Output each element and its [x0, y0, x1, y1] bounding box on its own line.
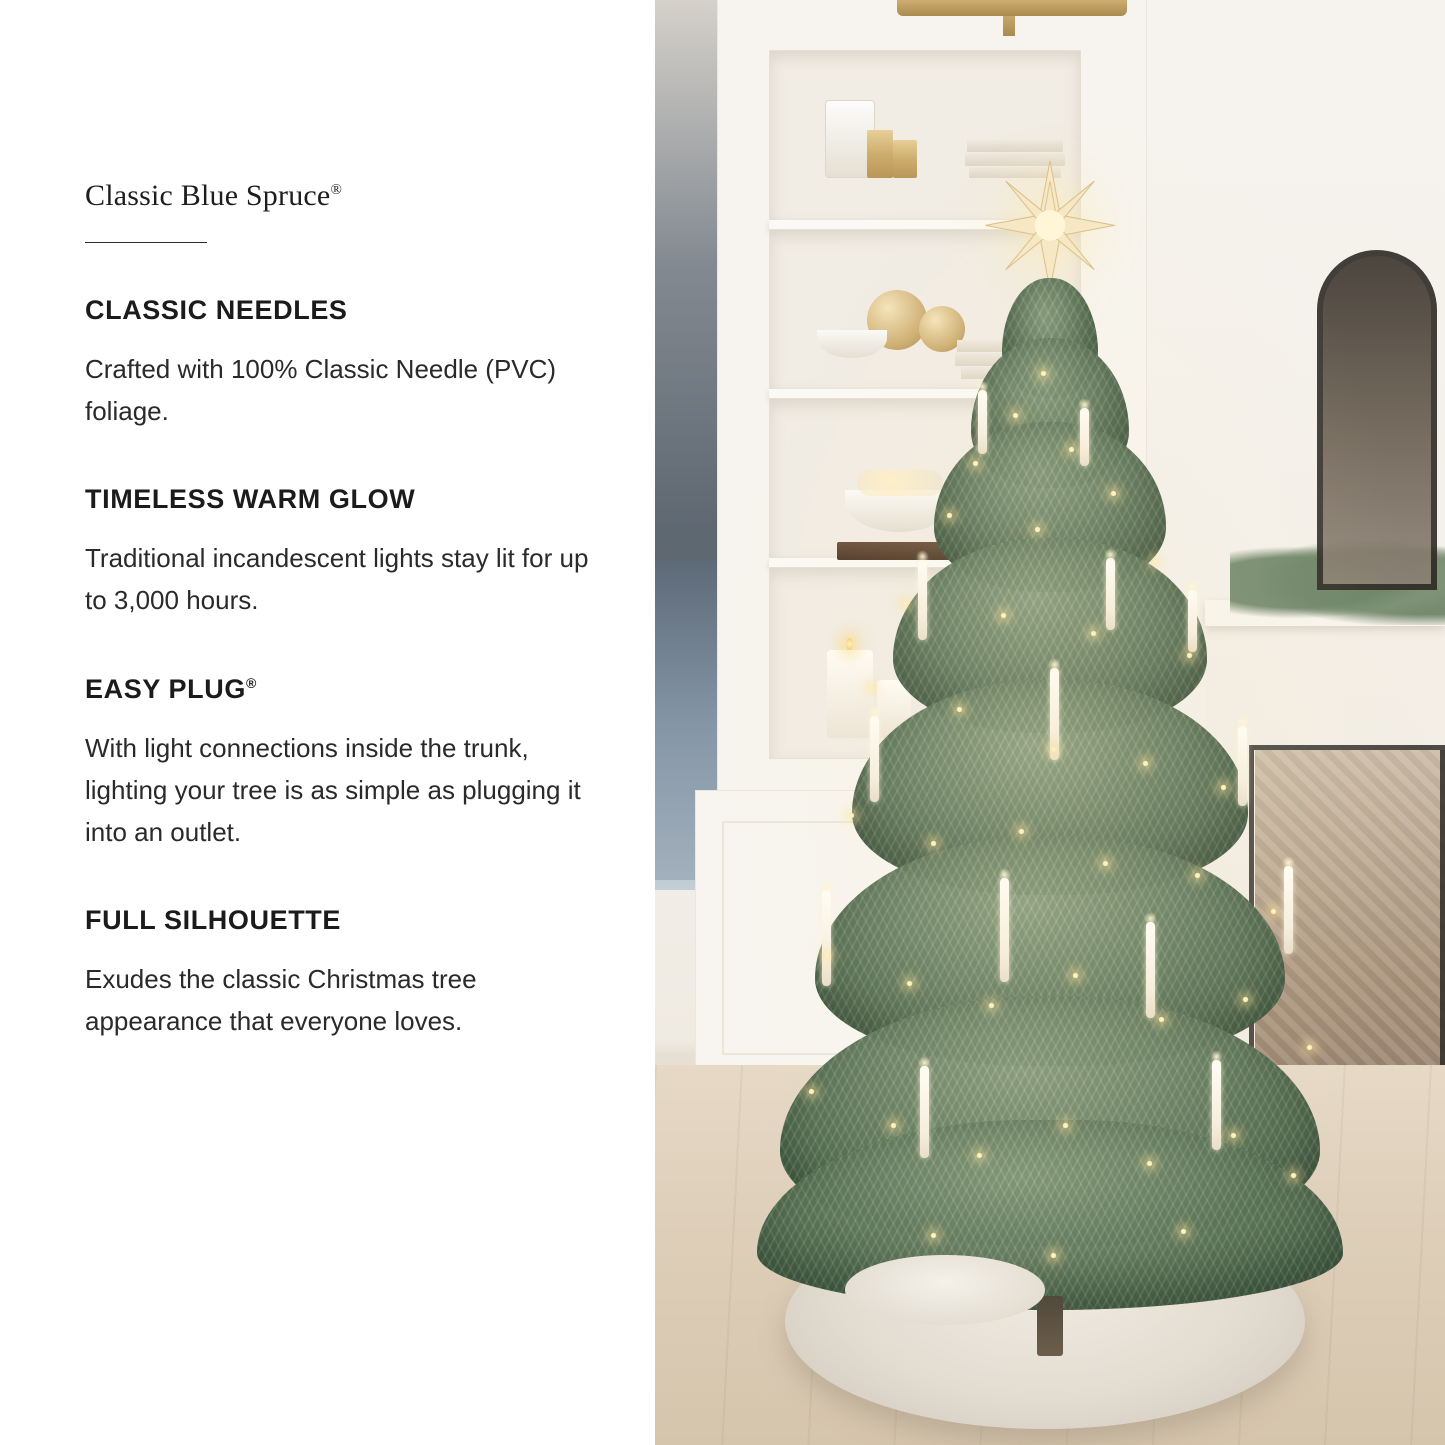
- page-title: [85, 178, 595, 214]
- tree-light-bulb: [1242, 996, 1249, 1003]
- tree-light-bulb: [1012, 412, 1019, 419]
- tree-light-bulb: [930, 1232, 937, 1239]
- feature-body: Traditional incandescent lights stay lit for up to 3,000 hours.: [85, 543, 589, 616]
- tree-light-bulb: [1142, 760, 1149, 767]
- taper-candle-ornament: [918, 560, 927, 640]
- tree-light-bulb: [972, 460, 979, 467]
- tree-light-bulb: [1018, 828, 1025, 835]
- taper-candle-ornament: [1238, 726, 1247, 806]
- tree-light-bulb: [1158, 1016, 1165, 1023]
- taper-candle-ornament: [1000, 878, 1009, 982]
- brand-title-text: Classic Blue Spruce: [85, 179, 331, 212]
- tree-light-bulb: [946, 512, 953, 519]
- feature-body: Crafted with 100% Classic Needle (PVC) foliage.: [85, 354, 557, 427]
- feature-item: [85, 905, 595, 1042]
- feature-title: [85, 905, 595, 936]
- feature-title: [85, 295, 595, 326]
- tree-light-bulb: [1062, 1122, 1069, 1129]
- tree-light-bulb: [1034, 526, 1041, 533]
- feature-title: [85, 484, 595, 515]
- tree-light-bulb: [930, 840, 937, 847]
- tree-light-bulb: [988, 1002, 995, 1009]
- tree-light-bulb: [1230, 1132, 1237, 1139]
- feature-title-mark: ®: [245, 674, 257, 691]
- christmas-tree: [750, 160, 1350, 1350]
- tree-light-bulb: [1000, 612, 1007, 619]
- tree-light-bulb: [1050, 746, 1057, 753]
- tree-light-bulb: [1186, 652, 1193, 659]
- tree-light-bulb: [1090, 630, 1097, 637]
- tree-light-bulb: [1102, 860, 1109, 867]
- tree-light-bulb: [956, 706, 963, 713]
- taper-candle-ornament: [1106, 558, 1115, 630]
- tree-light-bulb: [1068, 446, 1075, 453]
- feature-title: [85, 674, 595, 705]
- taper-candle-ornament: [870, 716, 879, 802]
- feature-body: Exudes the classic Christmas tree appearance that everyone loves.: [85, 963, 477, 1037]
- tree-light-bulb: [1050, 1252, 1057, 1259]
- feature-text-column: [0, 0, 655, 1445]
- tree-light-bulb: [808, 1088, 815, 1095]
- picture-light: [897, 0, 1127, 16]
- tree-light-bulb: [890, 1122, 897, 1129]
- taper-candle-ornament: [1212, 1060, 1221, 1150]
- tree-light-bulb: [976, 1152, 983, 1159]
- tree-light-bulb: [1152, 558, 1159, 565]
- tree-light-bulb: [848, 812, 855, 819]
- product-photo: [655, 0, 1445, 1445]
- registered-mark: ®: [330, 182, 343, 198]
- tree-light-bulb: [1220, 784, 1227, 791]
- taper-candle-ornament: [1284, 866, 1293, 954]
- tree-light-bulb: [1270, 908, 1277, 915]
- taper-candle-ornament: [1080, 408, 1089, 466]
- title-divider: [85, 242, 207, 243]
- feature-title-text: CLASSIC NEEDLES: [85, 295, 348, 325]
- tree-light-bulb: [1146, 1160, 1153, 1167]
- feature-title-text: FULL SILHOUETTE: [85, 904, 341, 935]
- taper-candle-ornament: [978, 390, 987, 454]
- feature-item: [85, 484, 595, 621]
- feature-item: [85, 674, 595, 853]
- taper-candle-ornament: [822, 890, 831, 986]
- tree-light-bulb: [1194, 872, 1201, 879]
- feature-item: [85, 295, 595, 432]
- tree-light-bulb: [1306, 1044, 1313, 1051]
- tree-light-bulb: [906, 980, 913, 987]
- taper-candle-ornament: [920, 1066, 929, 1158]
- tree-light-bulb: [868, 684, 875, 691]
- tree-light-bulb: [902, 600, 909, 607]
- tree-skirt-center: [845, 1255, 1045, 1325]
- feature-title-text: TIMELESS WARM GLOW: [85, 484, 416, 515]
- picture-light-stem: [1003, 16, 1015, 36]
- taper-candle-ornament: [1188, 590, 1197, 652]
- tree-light-bulb: [824, 952, 831, 959]
- feature-title-text: EASY PLUG: [85, 673, 246, 704]
- taper-candle-ornament: [1146, 922, 1155, 1018]
- tree-light-bulb: [1072, 972, 1079, 979]
- book: [967, 140, 1063, 152]
- feature-body: With light connections inside the trunk, lighting your tree is as simple as plugging it into an outlet.: [85, 732, 581, 847]
- tree-light-bulb: [1180, 1228, 1187, 1235]
- tree-light-bulb: [1290, 1172, 1297, 1179]
- tree-light-bulb: [1110, 490, 1117, 497]
- tree-trunk: [1037, 1296, 1063, 1356]
- tree-light-bulb: [1040, 370, 1047, 377]
